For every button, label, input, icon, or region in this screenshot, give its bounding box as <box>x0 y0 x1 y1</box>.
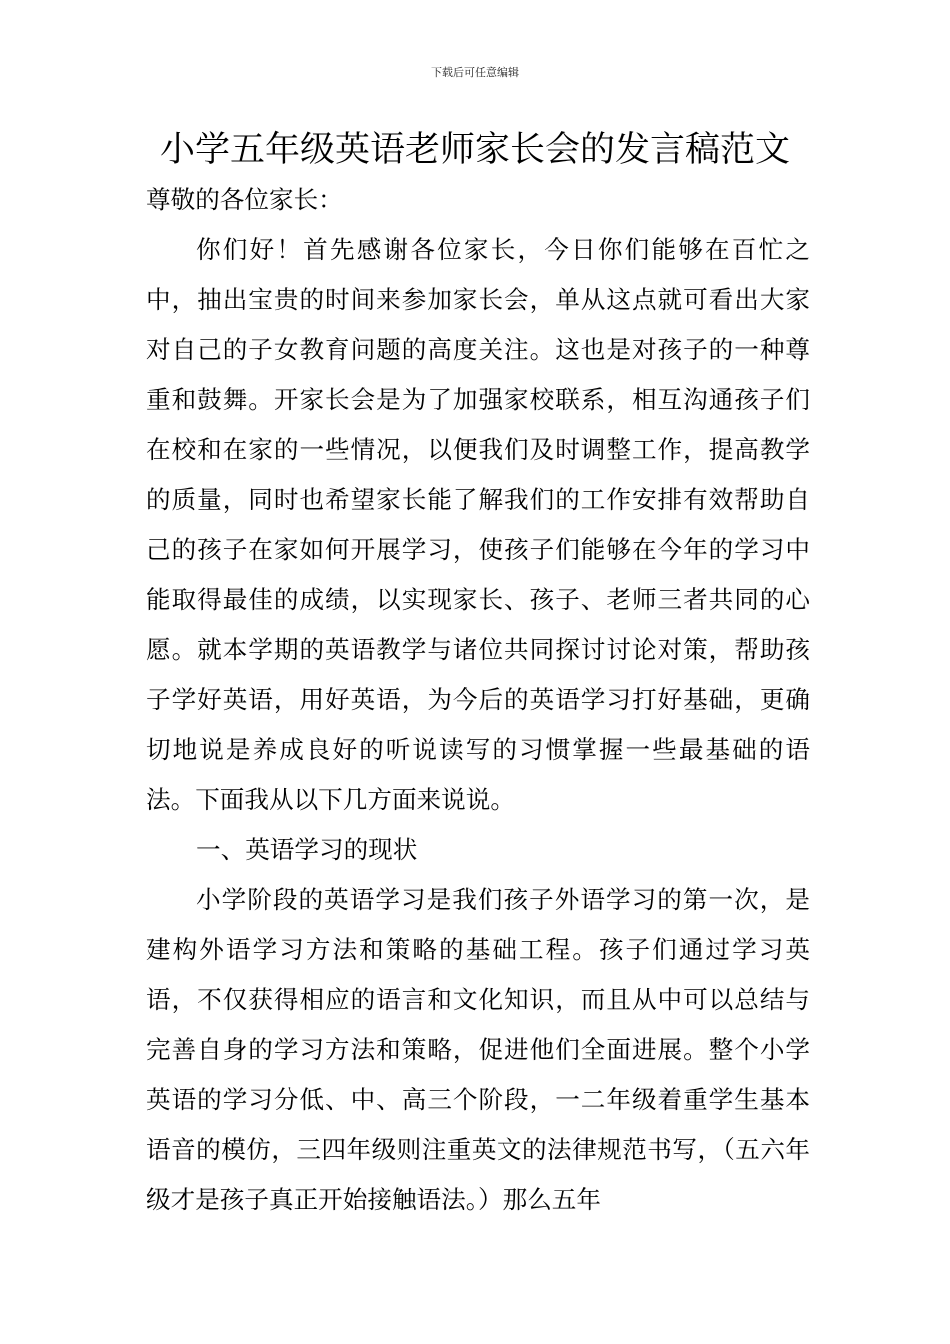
salutation-text: 尊敬的各位家长： <box>146 185 343 214</box>
document-body <box>146 225 810 1225</box>
document-title: 小学五年级英语老师家长会的发言稿范文 <box>159 130 790 170</box>
paragraph-2: 小学阶段的英语学习是我们孩子外语学习的第一次，是建构外语学习方法和策略的基础工程。孩子们通过学习英语，不仅获得相应的语言和文化知识，而且从中可以总结与完善自身的学习方法和策略，促进他们全面进展。整个小学英语的学习分低、中、高三个阶段，一二年级着重学生基本语音的模仿，三四年级则注重英文的法律规范书写，（五六年级才是孩子真正开始接触语法。）那么五年 <box>146 885 810 1214</box>
header-note: 下载后可任意编辑 <box>431 66 519 79</box>
section-1-heading: 一、英语学习的现状 <box>196 835 418 864</box>
salutation <box>146 175 810 225</box>
paragraph-1: 你们好！首先感谢各位家长，今日你们能够在百忙之中，抽出宝贵的时间来参加家长会，单从这点就可看出大家对自己的子女教育问题的高度关注。这也是对孩子的一种尊重和鼓舞。开家长会是为了加强家校联系，相互沟通孩子们在校和在家的一些情况，以便我们及时调整工作，提高教学的质量，同时也希望家长能了解我们的工作安排有效帮助自己的孩子在家如何开展学习，使孩子们能够在今年的学习中能取得最佳的成绩，以实现家长、孩子、老师三者共同的心愿。就本学期的英语教学与诸位共同探讨讨论对策，帮助孩子学好英语，用好英语，为今后的英语学习打好基础，更确切地说是养成良好的听说读写的习惯掌握一些最基础的语法。下面我从以下几方面来说说。 <box>146 235 810 814</box>
